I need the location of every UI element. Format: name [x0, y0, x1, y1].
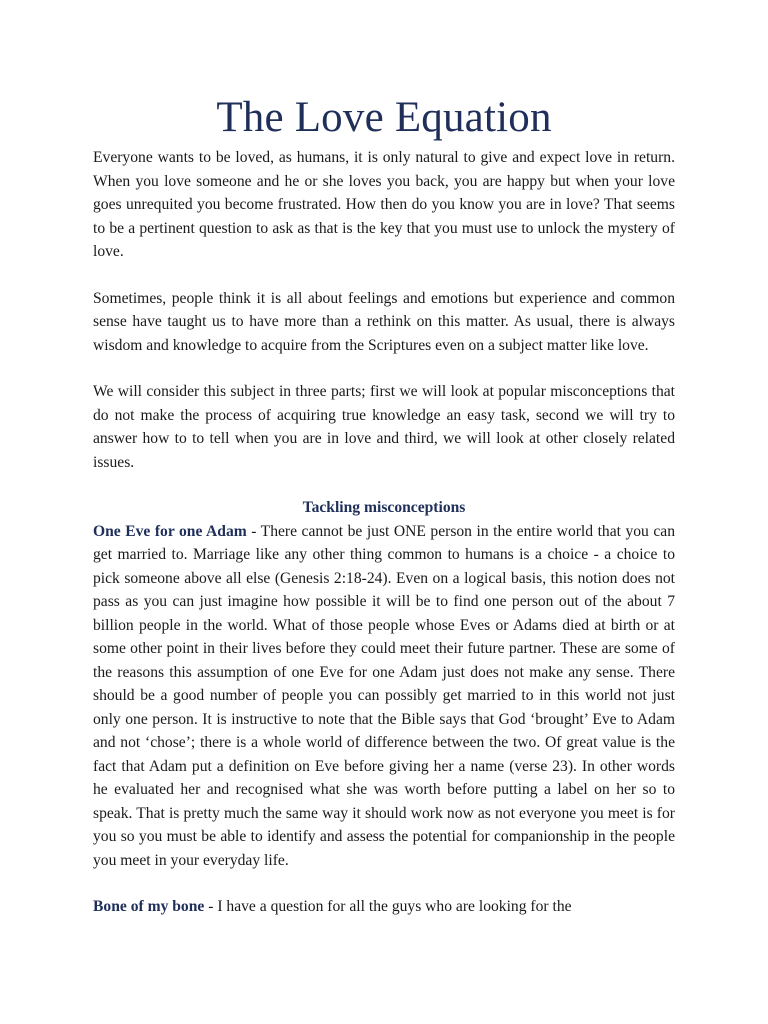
entry-text: - I have a question for all the guys who are looking for the [204, 898, 572, 915]
paragraph-feelings: Sometimes, people think it is all about feelings and emotions but experience and common sense have taught us to have more than a rethink on this matter. As usual, there is always wisdom and knowledge to acquire from the Scriptures even on a subject matter like love. [93, 289, 675, 354]
entry-text: - There cannot be just ONE person in the entire world that you can get married to. Marriage like any other thing common to humans is a choice - a choice to pick someone above all else (Genesis 2:18-24). Even on a logical basis, this notion does not pass as you can just imagine how possible it will be to find one person out of the about 7 billion people in the world. What of those people whose Eves or Adams died at birth or at some other point in their lives before they could meet their future partner. These are some of the reasons this assumption of one Eve for one Adam just does not make any sense. There should be a good number of people you can possibly get married to in this world not just only one person. It is instructive to note that the Bible says that God ‘brought’ Eve to Adam and not ‘chose’; there is a whole world of difference between the two. Of great value is the fact that Adam put a definition on Eve before giving her a name (verse 23). In other words he evaluated her and recognised what she was worth before putting a label on her so to speak. That is pretty much the same way it should work now as not everyone you meet is for you so you must be able to identify and assess the potential for companionship in the people you meet in your everyday life. [93, 522, 675, 869]
paragraph-three-parts: We will consider this subject in three parts; first we will look at popular misconceptions that do not make the process of acquiring true knowledge an easy task, second we will try to answer how to to tell when you are in love and third, we will look at other closely related issues. [93, 383, 675, 471]
entry-lead: One Eve for one Adam [93, 522, 247, 540]
entry-lead: Bone of my bone [93, 898, 205, 915]
paragraph-intro: Everyone wants to be loved, as humans, it is only natural to give and expect love in return. When you love someone and he or she loves you back, you are happy but when your love goes unrequited you become frustrated. How then do you know you are in love? That seems to be a pertinent question to ask as that is the key that you must use to unlock the mystery of love. [93, 149, 675, 260]
entry-bone-of-my-bone [93, 895, 675, 919]
entry-one-eve [93, 520, 675, 873]
document-title: The Love Equation [216, 94, 552, 141]
section-heading: Tackling misconceptions [302, 499, 466, 516]
